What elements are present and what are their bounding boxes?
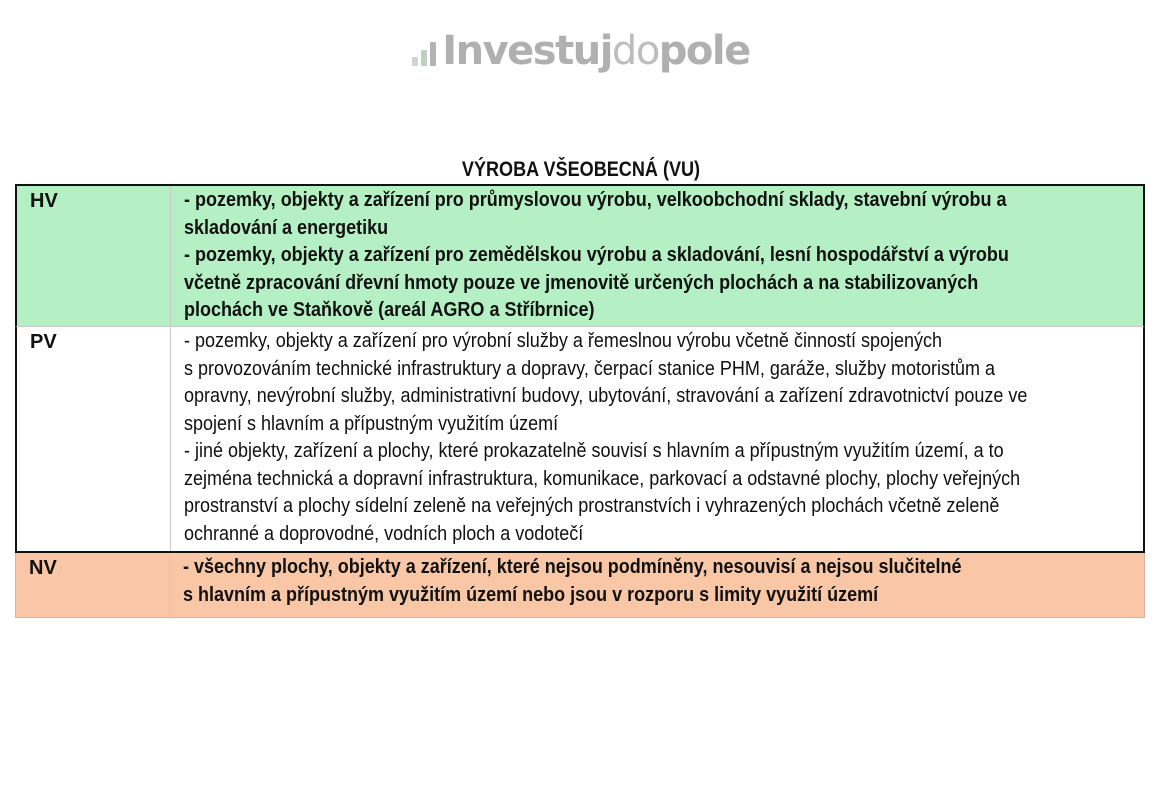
row-code-nv: NV [16,553,170,617]
text-line: zejména technická a dopravní infrastruktura, komunikace, parkovací a odstavné plochy, plochy veřejných [184,467,1021,490]
logo-word-do: do [611,28,659,74]
text-line: - pozemky, objekty a zařízení pro průmyslovou výrobu, velkoobchodní sklady, stavební výrobu a [184,189,1007,211]
row-nv [15,553,1145,618]
row-text-nv [170,553,1144,617]
row-text-hv [171,186,1143,326]
bar-chart-icon [412,36,436,66]
text-line: s provozováním technické infrastruktury a dopravy, čerpací stanice PHM, garáže, služby motoristům a [184,357,995,380]
text-line: skladování a energetiku [184,216,389,239]
row-pv [15,326,1145,553]
text-line: - pozemky, objekty a zařízení pro výrobní služby a řemeslnou výrobu včetně činností spojených [184,330,943,352]
text-line: prostranství a plochy sídelní zeleně na veřejných prostranstvích i vyhrazených plochách včetně zeleně [184,495,1000,517]
table-title: VÝROBA VŠEOBECNÁ (VU) [461,158,701,181]
text-line: - jiné objekty, zařízení a plochy, které prokazatelně souvisí s hlavním a přípustným využitím území, a to [184,440,1004,462]
text-line: s hlavním a přípustným využitím území nebo jsou v rozporu s limity využití území [183,583,879,606]
row-code-hv: HV [17,186,171,326]
text-line: - pozemky, objekty a zařízení pro zemědělskou výrobu a skladování, lesní hospodářství a výrobu [184,244,1009,266]
investujdopole-logo [0,26,1162,76]
text-line: - všechny plochy, objekty a zařízení, které nejsou podmíněny, nesouvisí a nejsou slučitelné [183,556,962,578]
text-line: plochách ve Staňkově (areál AGRO a Stříbrnice) [184,299,595,321]
land-use-table [15,184,1145,618]
text-line: spojení s hlavním a přípustným využitím území [184,412,559,435]
row-text-pv [171,327,1143,551]
row-code-pv: PV [17,327,171,551]
text-line: opravny, nevýrobní služby, administrativní budovy, ubytování, stravování a zařízení zdravotnictví pouze ve [184,385,1028,407]
logo-word-pole: pole [658,28,750,74]
row-hv [15,184,1145,326]
text-line: ochranné a doprovodné, vodních ploch a vodotečí [184,522,584,545]
logo-word-investuj: Investuj [442,28,612,74]
text-line: včetně zpracování dřevní hmoty pouze ve jmenovitě určených plochách a na stabilizovaných [184,271,979,294]
